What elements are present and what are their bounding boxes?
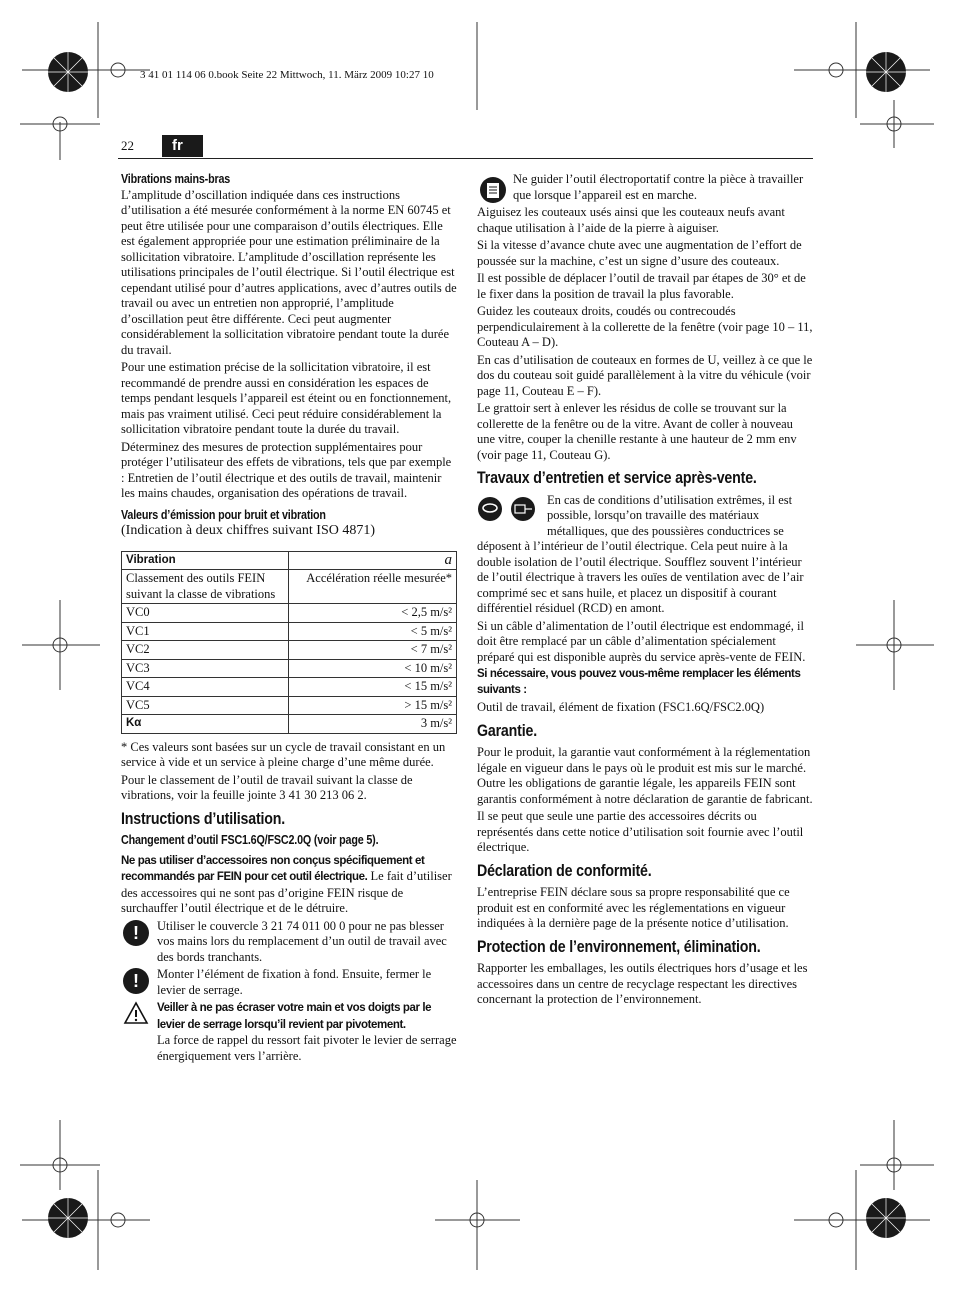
environment-paragraph: Rapporter les emballages, les outils électriques hors d’usage et les accessoires dans un centre de recyclage respectant les directives concernant la protection de l’environnement.: [477, 961, 808, 1006]
accessory-warning-text: Le fait d’utiliser des accessoires qui ne sont pas d’origine FEIN risque de surchauffer l’outil électrique et de le détruire.: [121, 869, 452, 915]
fixation-note-text: Monter l’élément de fixation à fond. Ensuite, fermer le levier de serrage.: [157, 967, 432, 997]
table-cell: Classement des outils FEIN suivant la classe de vibrations: [122, 570, 289, 604]
emission-subtitle: (Indication à deux chiffres suivant ISO 4871): [121, 523, 376, 538]
service-heading: Travaux d’entretien et service après-vente.: [477, 469, 757, 487]
tool-change-heading: Changement d’outil FSC1.6Q/FSC2.0Q (voir page 5).: [121, 833, 379, 847]
emission-heading: Valeurs d’émission pour bruit et vibration: [121, 507, 326, 522]
language-tab: fr: [162, 135, 203, 157]
left-column: [121, 172, 457, 1066]
table-cell: < 10 m/s²: [289, 659, 457, 678]
table-row: [122, 678, 457, 697]
guide-note: [477, 172, 813, 203]
table-row: [122, 659, 457, 678]
table-row: [122, 604, 457, 623]
declaration-heading: Déclaration de conformité.: [477, 861, 652, 880]
exclamation-icon: !: [123, 968, 149, 994]
service-parts: Outil de travail, élément de fixation (FSC1.6Q/FSC2.0Q): [477, 700, 765, 714]
right-paragraph-1: Aiguisez les couteaux usés ainsi que les couteaux neufs avant chaque utilisation à l’aide de la pierre à aiguiser.: [477, 205, 785, 235]
table-cell: Accélération réelle mesurée*: [289, 570, 457, 604]
safety-icons: [477, 495, 541, 523]
table-cell: > 15 m/s²: [289, 696, 457, 715]
table-cell: VC4: [122, 678, 289, 697]
table-cell: VC1: [122, 622, 289, 641]
table-row: [122, 696, 457, 715]
cover-note: [121, 919, 457, 966]
right-paragraph-3: Il est possible de déplacer l’outil de travail par étapes de 30° et de le fixer dans la position de travail la plus favorable.: [477, 271, 806, 301]
fixation-note: [121, 967, 457, 998]
service-paragraph-1: En cas de conditions d’utilisation extrêmes, il est possible, lorsqu’on travaille des matériaux métalliques, que des poussières conductrices se déposent à l’intérieur de l’outil électrique. Cela peut nuire à la double isolation de l’outil électrique. Soufflez souvent l’intérieur de l’outil électrique à travers les ouïes de ventilation avec de l’air comprimé sec et sans huile, et placez un dispositif à courant différentiel résiduel (RCD) en amont.: [477, 492, 804, 615]
guide-note-text: Ne guider l’outil électroportatif contre la pièce à travailler que lorsque l’appareil est en marche.: [513, 172, 804, 202]
instructions-heading: Instructions d’utilisation.: [121, 809, 286, 828]
garantie-paragraph-2: Il se peut que seule une partie des accessoires décrits ou représentés dans cette notice d’utilisation soit fournie avec l’outil électrique.: [477, 809, 804, 854]
lever-caution-bold: Veiller à ne pas écraser votre main et vos doigts par le levier de serrage lorsqu’il revient par pivotement.: [157, 1002, 432, 1031]
header-rule: [118, 158, 813, 159]
file-info: 3 41 01 114 06 0.book Seite 22 Mittwoch, 11. März 2009 10:27 10: [140, 69, 434, 81]
accessory-warning-bold: Ne pas utiliser d’accessoires non conçus spécifiquement et recommandés par FEIN pour cet outil électrique.: [121, 854, 425, 883]
table-cell: VC2: [122, 641, 289, 660]
lever-caution: [121, 1000, 457, 1064]
table-cell: < 7 m/s²: [289, 641, 457, 660]
table-row: [122, 641, 457, 660]
table-cell: < 15 m/s²: [289, 678, 457, 697]
table-header-row: [122, 551, 457, 570]
lever-caution-text: [157, 1000, 457, 1064]
service-block: [477, 493, 813, 617]
vibration-table: [121, 551, 457, 734]
table-row: [122, 570, 457, 604]
vibration-paragraph-2: Pour une estimation précise de la sollicitation vibratoire, il est recommandé de prendre aussi en considération les espaces de temps pendant lesquels l’appareil est éteint ou en fonctionnement, mais pas vraiment utilisé. Ceci peut réduire considérablement la sollicitation vibratoire pendant toute la durée du travail.: [121, 360, 452, 436]
declaration-paragraph: L’entreprise FEIN déclare sous sa propre responsabilité que ce produit est en conformité avec les réglementations en vigueur indiquées à la dernière page de la présente notice d’utilisation.: [477, 885, 790, 930]
right-paragraph-5: En cas d’utilisation de couteaux en formes de U, veillez à ce que le dos du couteau soit guidé parallèlement à la vitre du véhicule (voir page 11, Couteau E – F).: [477, 352, 813, 398]
table-header-cell: a: [289, 551, 457, 570]
table-cell: VC0: [122, 604, 289, 623]
page-number: 22: [121, 138, 134, 153]
table-cell: < 2,5 m/s²: [289, 604, 457, 623]
garantie-heading: Garantie.: [477, 721, 537, 740]
accessory-warning: [121, 853, 457, 917]
vibration-paragraph-3: Déterminez des mesures de protection supplémentaires pour protéger l’utilisateur des effets de vibrations, tels que par exemple : Entretien de l’outil électrique et des outils de travail, maintenir les mains chaudes, organisation des opérations de travail.: [121, 439, 452, 500]
garantie-paragraph-1: Pour le produit, la garantie vaut conformément à la réglementation légale en vigueur dans le pays où le produit est mis sur le marché. Outre les obligations de garantie légale, les appareils FEIN sont garantis conformément à notre déclaration de garantie de fabricant.: [477, 745, 813, 806]
right-paragraph-4: Guidez les couteaux droits, coudés ou contrecoudés perpendiculairement à la collerette de la fenêtre (voir page 10 – 11, Couteau A – D).: [477, 304, 813, 349]
table-cell: 3 m/s²: [289, 715, 457, 734]
table-row: [122, 622, 457, 641]
table-header-cell: Vibration: [122, 551, 289, 570]
footnote: * Ces valeurs sont basées sur un cycle de travail consistant en un service à vide et un service à pleine charge d’une même durée.: [121, 739, 446, 769]
table-row: [122, 715, 457, 734]
service-paragraph-2: Si un câble d’alimentation de l’outil électrique est endommagé, il doit être remplacé par un câble d’alimentation spécialement préparé qui est disponible auprès du service après-vente de FEIN.: [477, 618, 806, 664]
right-column: [477, 172, 813, 1010]
classification-note: Pour le classement de l’outil de travail suivant la classe de vibrations, voir la feuille jointe 3 41 30 213 06 2.: [121, 772, 413, 802]
table-cell: VC5: [122, 696, 289, 715]
table-cell: Kα: [122, 715, 289, 734]
cover-note-text: Utiliser le couvercle 3 21 74 011 00 0 pour ne pas blesser vos mains lors du remplacement d’un outil de travail avec des bords tranchants.: [157, 918, 447, 964]
vibration-heading: Vibrations mains-bras: [121, 172, 231, 186]
environment-heading: Protection de l’environnement, élimination.: [477, 937, 761, 956]
exclamation-icon: !: [123, 920, 149, 946]
read-manual-icon: [479, 176, 507, 204]
service-bold-note: Si nécessaire, vous pouvez vous-même remplacer les éléments suivants :: [477, 668, 801, 696]
right-paragraph-2: Si la vitesse d’avance chute avec une augmentation de l’effort de poussée sur la machine, c’est un signe d’usure des couteaux.: [477, 238, 802, 268]
table-cell: < 5 m/s²: [289, 622, 457, 641]
warning-triangle-icon: [123, 1001, 149, 1025]
right-paragraph-6: Le grattoir sert à enlever les résidus de colle se trouvant sur la collerette de la fenêtre ou de la vitre. Avant de coller à nouveau une vitre, couper la chenille restante à une hauteur de 2 mm env (voir page 11, Couteau G).: [477, 401, 797, 462]
lever-caution-rest: La force de rappel du ressort fait pivoter le levier de serrage énergiquement vers l’arrière.: [157, 1033, 457, 1063]
table-cell: VC3: [122, 659, 289, 678]
vibration-paragraph-1: L’amplitude d’oscillation indiquée dans ces instructions d’utilisation a été mesurée conformément à la norme EN 60745 et peut être utilisée pour une comparaison d’outils électriques. Elle est également appropriée pour une estimation préliminaire de la sollicitation vibratoire. L’amplitude d’oscillation représente les utilisations principales de l’outil électrique. Si l’outil électrique est cependant utilisé pour d’autres applications, avec d’autres outils de travail ou avec un entretien non approprié, l’amplitude d’oscillation peut être différente. Ceci peut augmenter considérablement la sollicitation vibratoire pendant toute la durée du travail.: [121, 187, 457, 357]
